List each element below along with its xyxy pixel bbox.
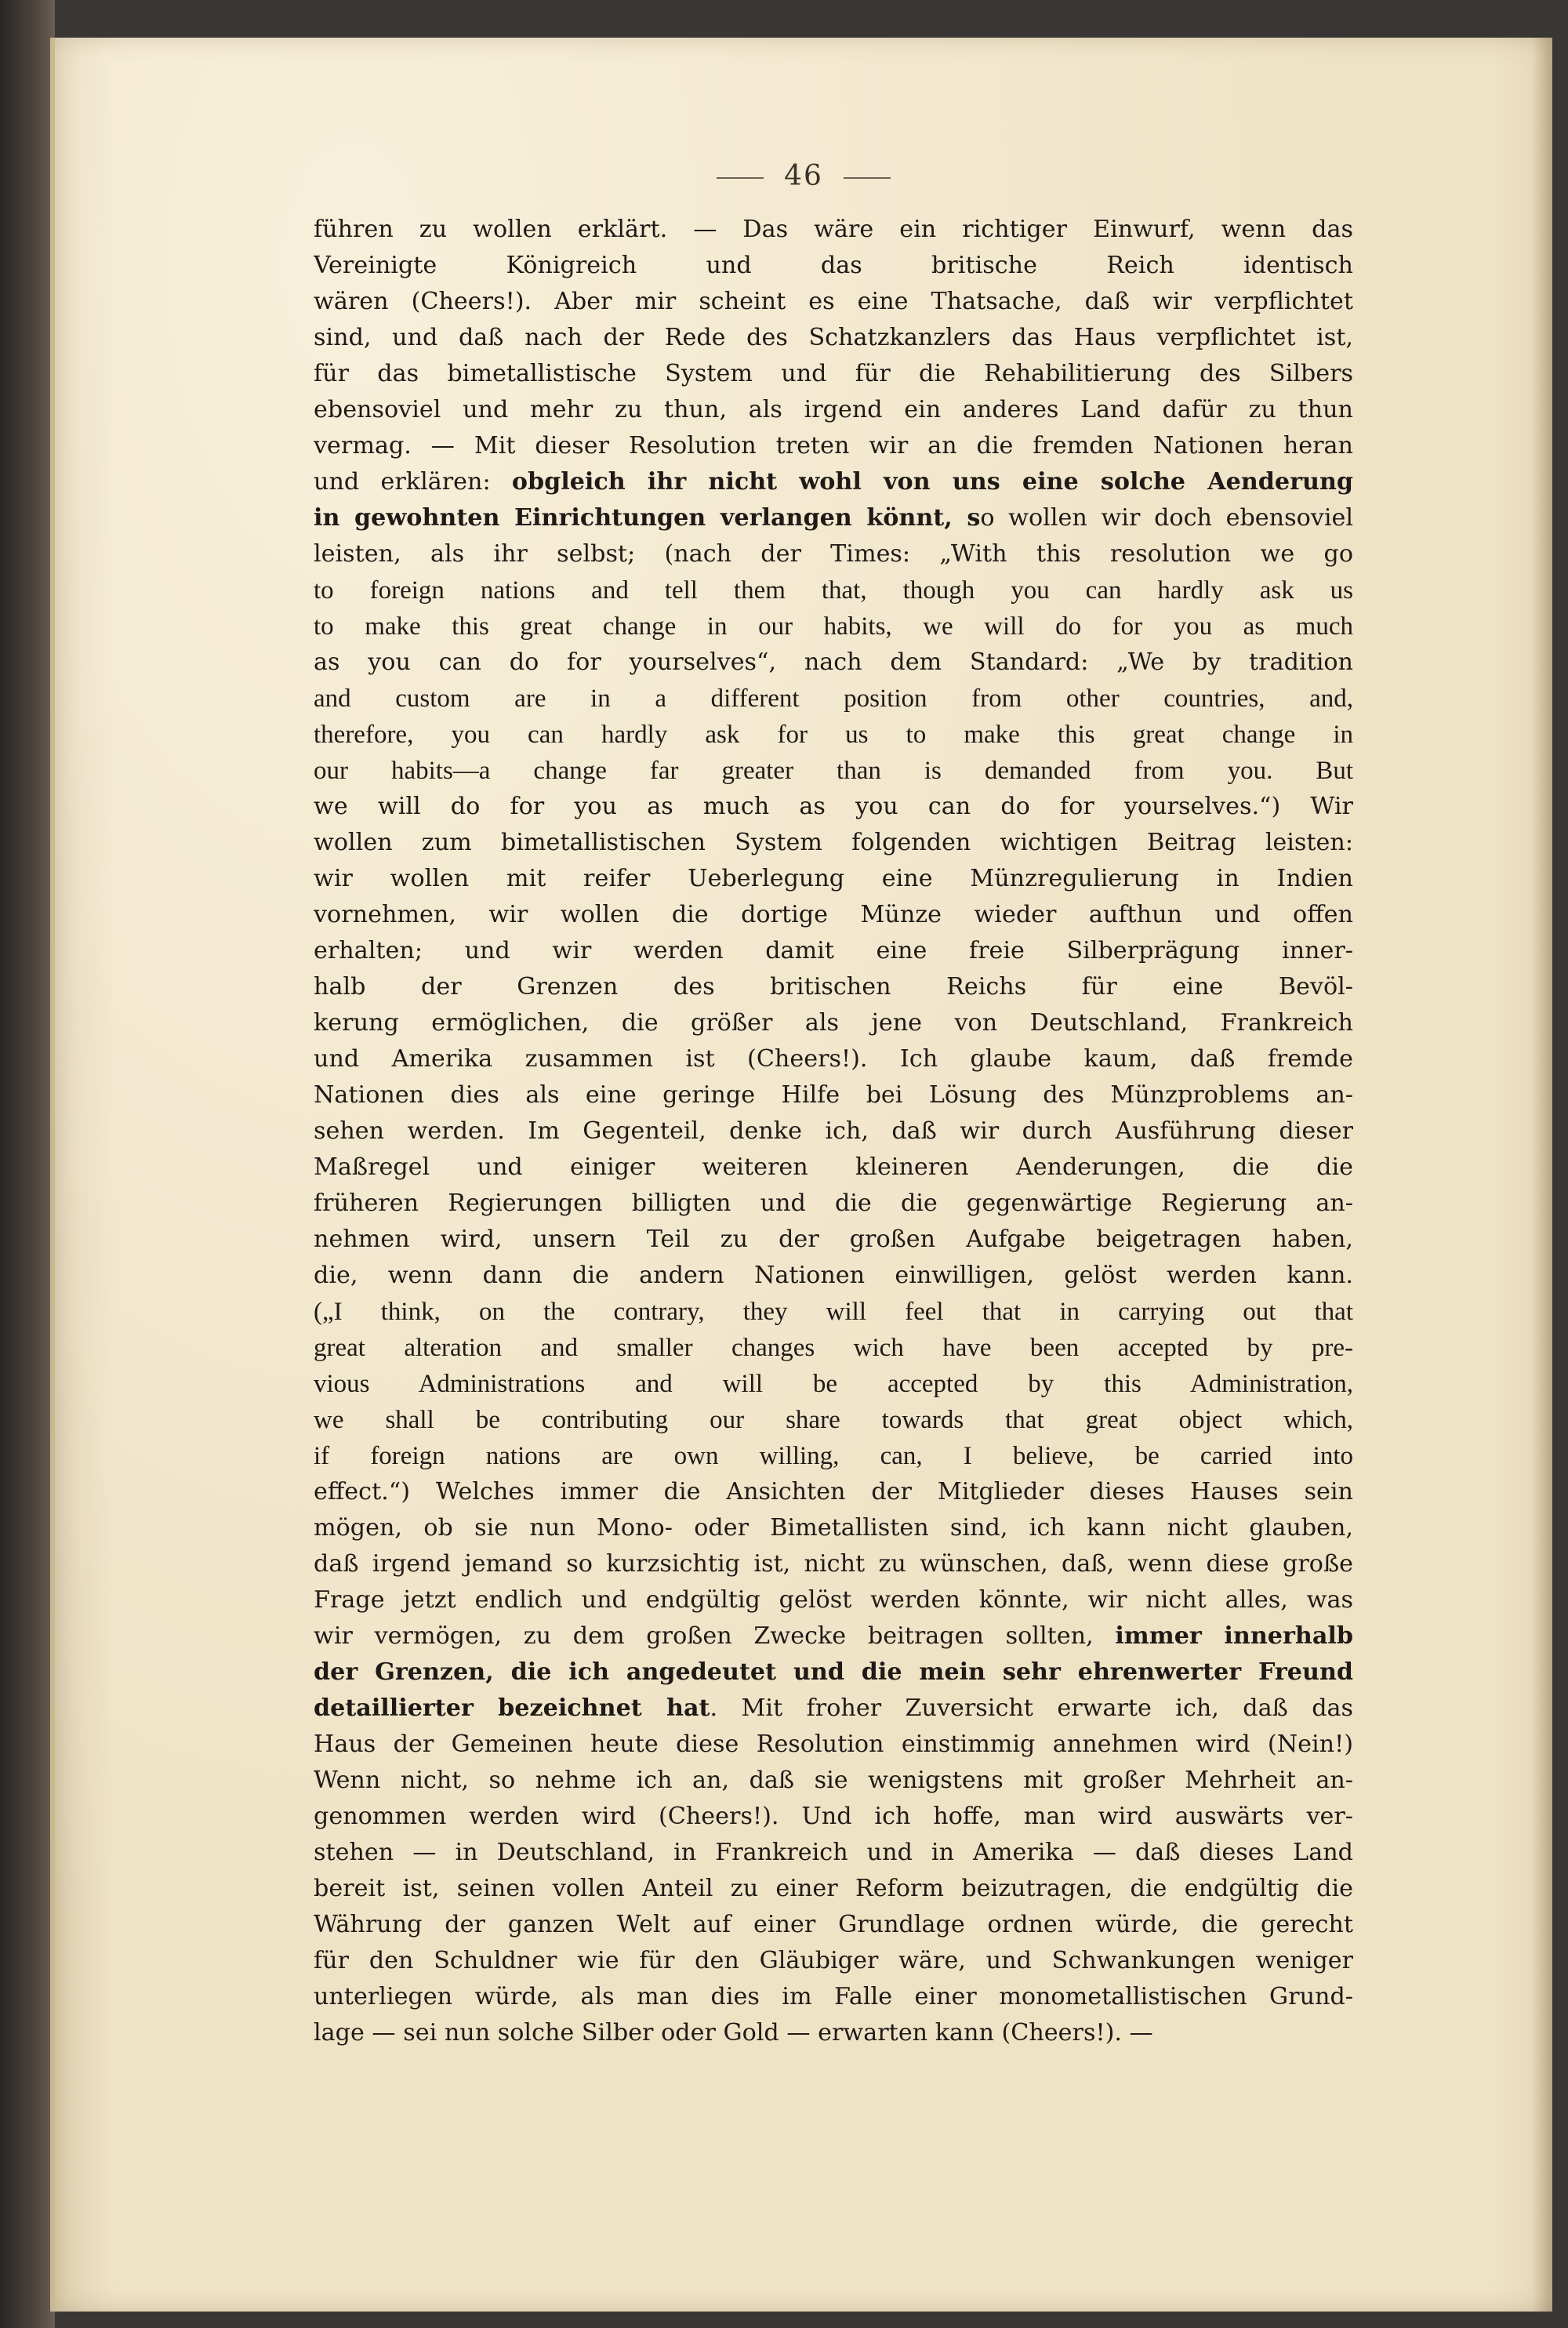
text-line: detaillierter bezeichnet hat. Mit froher Zuversicht erwarte ich, daß das <box>314 1694 1353 1722</box>
text-line: wollen zum bimetallistischen System folgenden wichtigen Beitrag leisten: <box>314 829 1353 856</box>
text-line: vermag. — Mit dieser Resolution treten wir an die fremden Nationen heran <box>314 432 1353 459</box>
text-line: halb der Grenzen des britischen Reichs für eine Bevöl- <box>314 973 1353 1001</box>
text-line: für den Schuldner wie für den Gläubiger wäre, und Schwankungen weniger <box>314 1947 1353 1974</box>
text-line: erhalten; und wir werden damit eine freie Silberprägung inner- <box>314 937 1353 964</box>
text-line: unterliegen würde, als man dies im Falle einer monometallistischen Grund- <box>314 1983 1353 2010</box>
text-line: Maßregel und einiger weiteren kleineren Aenderungen, die die <box>314 1153 1353 1181</box>
text-line: stehen — in Deutschland, in Frankreich und in Amerika — daß dieses Land <box>314 1839 1353 1866</box>
text-line: our habits—a change far greater than is demanded from you. But <box>314 757 1353 785</box>
book-binding-edge <box>0 0 55 2328</box>
text-line: für das bimetallistische System und für die Rehabilitierung des Silbers <box>314 360 1353 387</box>
text-line: effect.“) Welches immer die Ansichten der Mitglieder dieses Hauses sein <box>314 1478 1353 1505</box>
text-line: Haus der Gemeinen heute diese Resolution einstimmig annehmen wird (Nein!) <box>314 1731 1353 1758</box>
text-line: vornehmen, wir wollen die dortige Münze wieder aufthun und offen <box>314 901 1353 928</box>
text-line: Wenn nicht, so nehme ich an, daß sie wenigstens mit großer Mehrheit an- <box>314 1767 1353 1794</box>
text-line: Nationen dies als eine geringe Hilfe bei Lösung des Münzproblems an- <box>314 1081 1353 1109</box>
page-number: 46 <box>784 160 823 192</box>
text-line: genommen werden wird (Cheers!). Und ich hoffe, man wird auswärts ver- <box>314 1803 1353 1830</box>
text-line: vious Administrations and will be accepted by this Administration, <box>314 1370 1353 1398</box>
text-line: wir vermögen, zu dem großen Zwecke beitragen sollten, immer innerhalb <box>314 1622 1353 1650</box>
text-line: kerung ermöglichen, die größer als jene von Deutschland, Frankreich <box>314 1009 1353 1037</box>
text-line: we will do for you as much as you can do for yourselves.“) Wir <box>314 793 1353 820</box>
text-line: lage — sei nun solche Silber oder Gold — erwarten kann (Cheers!). — <box>314 2019 1153 2047</box>
text-line: therefore, you can hardly ask for us to make this great change in <box>314 721 1353 749</box>
page-edge-shadow <box>1532 38 1552 2312</box>
text-line: und Amerika zusammen ist (Cheers!). Ich glaube kaum, daß fremde <box>314 1045 1353 1073</box>
text-line: und erklären: obgleich ihr nicht wohl von uns eine solche Aenderung <box>314 468 1353 496</box>
text-line: wären (Cheers!). Aber mir scheint es eine Thatsache, daß wir verpflichtet <box>314 288 1353 315</box>
text-line: in gewohnten Einrichtungen verlangen könnt, so wollen wir doch ebensoviel <box>314 504 1353 532</box>
text-line: as you can do for yourselves“, nach dem Standard: „We by tradition <box>314 648 1353 676</box>
text-line: Vereinigte Königreich und das britische Reich identisch <box>314 252 1353 279</box>
text-line: to make this great change in our habits, we will do for you as much <box>314 612 1353 641</box>
text-line: we shall be contributing our share towards that great object which, <box>314 1406 1353 1434</box>
text-line: ebensoviel und mehr zu thun, als irgend ein anderes Land dafür zu thun <box>314 396 1353 423</box>
text-line: mögen, ob sie nun Mono- oder Bimetallisten sind, ich kann nicht glauben, <box>314 1514 1353 1542</box>
text-line: bereit ist, seinen vollen Anteil zu einer Reform beizutragen, die endgültig die <box>314 1875 1353 1902</box>
body-text <box>314 212 1353 2051</box>
text-line: nehmen wird, unsern Teil zu der großen Aufgabe beigetragen haben, <box>314 1226 1353 1253</box>
text-line: wir wollen mit reifer Ueberlegung eine Münzregulierung in Indien <box>314 865 1353 892</box>
text-line: leisten, als ihr selbst; (nach der Times: „With this resolution we go <box>314 540 1353 568</box>
text-line: sind, und daß nach der Rede des Schatzkanzlers das Haus verpflichtet ist, <box>314 324 1353 351</box>
header-dash-right <box>844 177 891 179</box>
page-header <box>55 160 1552 192</box>
text-line: die, wenn dann die andern Nationen einwilligen, gelöst werden kann. <box>314 1262 1353 1289</box>
text-line: der Grenzen, die ich angedeutet und die mein sehr ehrenwerter Freund <box>314 1658 1353 1686</box>
text-line: and custom are in a different position from other countries, and, <box>314 685 1353 713</box>
text-line: daß irgend jemand so kurzsichtig ist, nicht zu wünschen, daß, wenn diese große <box>314 1550 1353 1578</box>
text-line: Frage jetzt endlich und endgültig gelöst werden könnte, wir nicht alles, was <box>314 1586 1353 1614</box>
text-line: Währung der ganzen Welt auf einer Grundlage ordnen würde, die gerecht <box>314 1911 1353 1938</box>
text-line: früheren Regierungen billigten und die die gegenwärtige Regierung an- <box>314 1189 1353 1217</box>
text-line: if foreign nations are own willing, can, I believe, be carried into <box>314 1442 1353 1470</box>
text-line: great alteration and smaller changes wich have been accepted by pre- <box>314 1334 1353 1362</box>
text-line: to foreign nations and tell them that, though you can hardly ask us <box>314 576 1353 605</box>
text-line: führen zu wollen erklärt. — Das wäre ein richtiger Einwurf, wenn das <box>314 216 1353 243</box>
text-line: („I think, on the contrary, they will feel that in carrying out that <box>314 1298 1353 1326</box>
header-dash-left <box>717 177 764 179</box>
text-line: sehen werden. Im Gegenteil, denke ich, daß wir durch Ausführung dieser <box>314 1117 1353 1145</box>
